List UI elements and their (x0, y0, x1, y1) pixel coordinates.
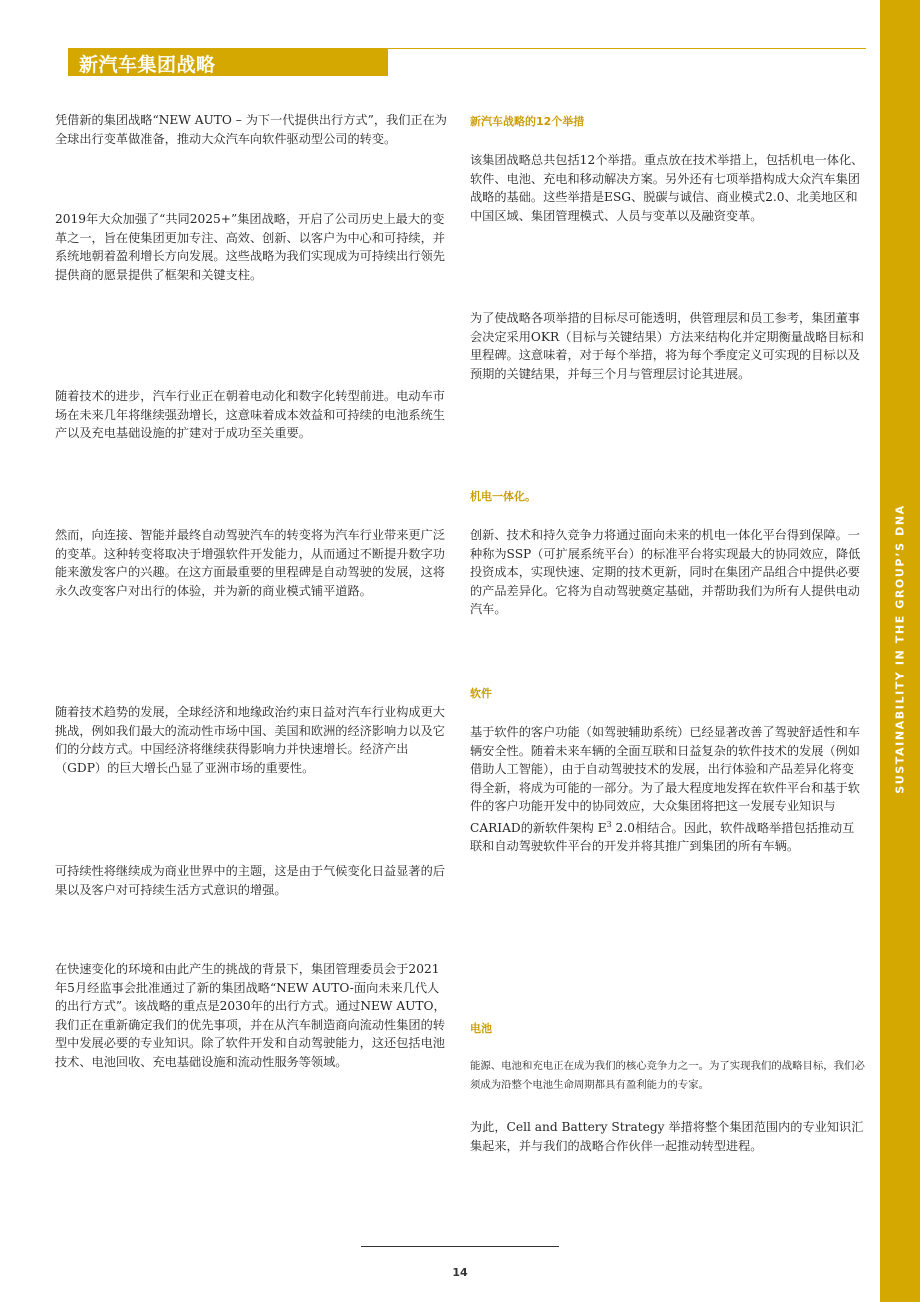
heading-software: 软件 (470, 687, 492, 700)
right-paragraph-2: 为了使战略各项举措的目标尽可能透明，供管理层和员工参考，集团董事会决定采用OKR（目标与关键结果）方法来结构化并定期衡量战略目标和里程碑。这意味着，对于每个举措，将为每个季度定义可实现的目标以及预期的关键结果，并每三个月与管理层讨论其进展。 (470, 311, 864, 381)
left-paragraph-5: 随着技术趋势的发展，全球经济和地缘政治约束日益对汽车行业构成更大挑战，例如我们最大的流动性市场中国、美国和欧洲的经济影响力以及它们的分歧方式。中国经济将继续获得影响力并快速增长。经济产出（GDP）的巨大增长凸显了亚洲市场的重要性。 (55, 705, 445, 775)
title-bar (68, 48, 388, 76)
right-paragraph-5: 能源、电池和充电正在成为我们的核心竞争力之一。为了实现我们的战略目标，我们必须成为沿整个电池生命周期都具有盈利能力的专家。 (470, 1060, 865, 1091)
footer-rule (361, 1246, 559, 1247)
software-text-b: 2.0相结合。因此，软件战略举措包括推动互联和自动驾驶软件平台的开发并将其推广到集团的所有车辆。 (470, 820, 855, 854)
right-paragraph-6: 为此，Cell and Battery Strategy 举措将整个集团范围内的专业知识汇集起来，并与我们的战略合作伙伴一起推动转型进程。 (470, 1120, 864, 1153)
left-paragraph-6: 可持续性将继续成为商业世界中的主题，这是由于气候变化日益显著的后果以及客户对可持续生活方式意识的增强。 (55, 864, 445, 897)
header-rule (388, 48, 866, 49)
superscript-3: 3 (606, 819, 612, 829)
right-paragraph-4 (470, 723, 865, 856)
page-number: 14 (452, 1266, 468, 1279)
heading-mechatronics: 机电一体化。 (470, 490, 536, 503)
software-text-a: 基于软件的客户功能（如驾驶辅助系统）已经显著改善了驾驶舒适性和车辆安全性。随着未来车辆的全面互联和日益复杂的软件技术的发展（例如借助人工智能），由于自动驾驶技术的发展，出行体验和产品差异化将变得全新，将成为可能的一部分。为了最大程度地发挥在软件平台和基于软件的客户功能开发中的协同效应，大众集团将把这一发展专业知识与CARIAD的新软件架构 E (470, 725, 860, 835)
right-paragraph-3: 创新、技术和持久竞争力将通过面向未来的机电一体化平台得到保障。一种称为SSP（可扩展系统平台）的标准平台将实现最大的协同效应，降低投资成本，实现快速、定期的技术更新，同时在集团产品组合中提供必要的产品差异化。它将为自动驾驶奠定基础，并帮助我们为所有人提供电动汽车。 (470, 528, 861, 616)
left-paragraph-3: 随着技术的进步，汽车行业正在朝着电动化和数字化转型前进。电动车市场在未来几年将继续强劲增长，这意味着成本效益和可持续的电池系统生产以及充电基础设施的扩建对于成功至关重要。 (55, 389, 445, 440)
left-paragraph-7: 在快速变化的环境和由此产生的挑战的背景下，集团管理委员会于2021年5月经监事会批准通过了新的集团战略“NEW AUTO-面向未来几代人的出行方式”。该战略的重点是2030年的出行方式。通过NEW AUTO，我们正在重新确定我们的优先事项，并在从汽车制造商向流动性集团的转型中发展必要的专业知识。除了软件开发和自动驾驶能力，这还包括电池技术、电池回收、充电基础设施和流动性服务等领域。 (55, 962, 446, 1069)
right-paragraph-1: 该集团战略总共包括12个举措。重点放在技术举措上，包括机电一体化、软件、电池、充电和移动解决方案。另外还有七项举措构成大众汽车集团战略的基础。这些举措是ESG、脱碳与诚信、商业模式2.0、北美地区和中国区域、集团管理模式、人员与变革以及融资变革。 (470, 153, 864, 223)
page-title: 新汽车集团战略 (79, 54, 216, 76)
heading-battery: 电池 (470, 1022, 492, 1035)
side-label-container (880, 494, 920, 804)
side-label: SUSTAINABILITY IN THE GROUP’S DNA (893, 504, 907, 794)
heading-12-initiatives: 新汽车战略的12个举措 (470, 115, 585, 128)
left-paragraph-1: 凭借新的集团战略“NEW AUTO – 为下一代提供出行方式”，我们正在为全球出行变革做准备，推动大众汽车向软件驱动型公司的转变。 (55, 113, 447, 146)
left-paragraph-2: 2019年大众加强了“共同2025+”集团战略，开启了公司历史上最大的变革之一，旨在使集团更加专注、高效、创新、以客户为中心和可持续，并系统地朝着盈利增长方向发展。这些战略为我们实现成为可持续出行领先提供商的愿景提供了框架和关键支柱。 (55, 212, 445, 282)
left-paragraph-4: 然而，向连接、智能并最终自动驾驶汽车的转变将为汽车行业带来更广泛的变革。这种转变将取决于增强软件开发能力，从而通过不断提升数字功能来激发客户的兴趣。在这方面最重要的里程碑是自动驾驶的发展，这将永久改变客户对出行的体验，并为新的商业模式铺平道路。 (55, 528, 445, 598)
